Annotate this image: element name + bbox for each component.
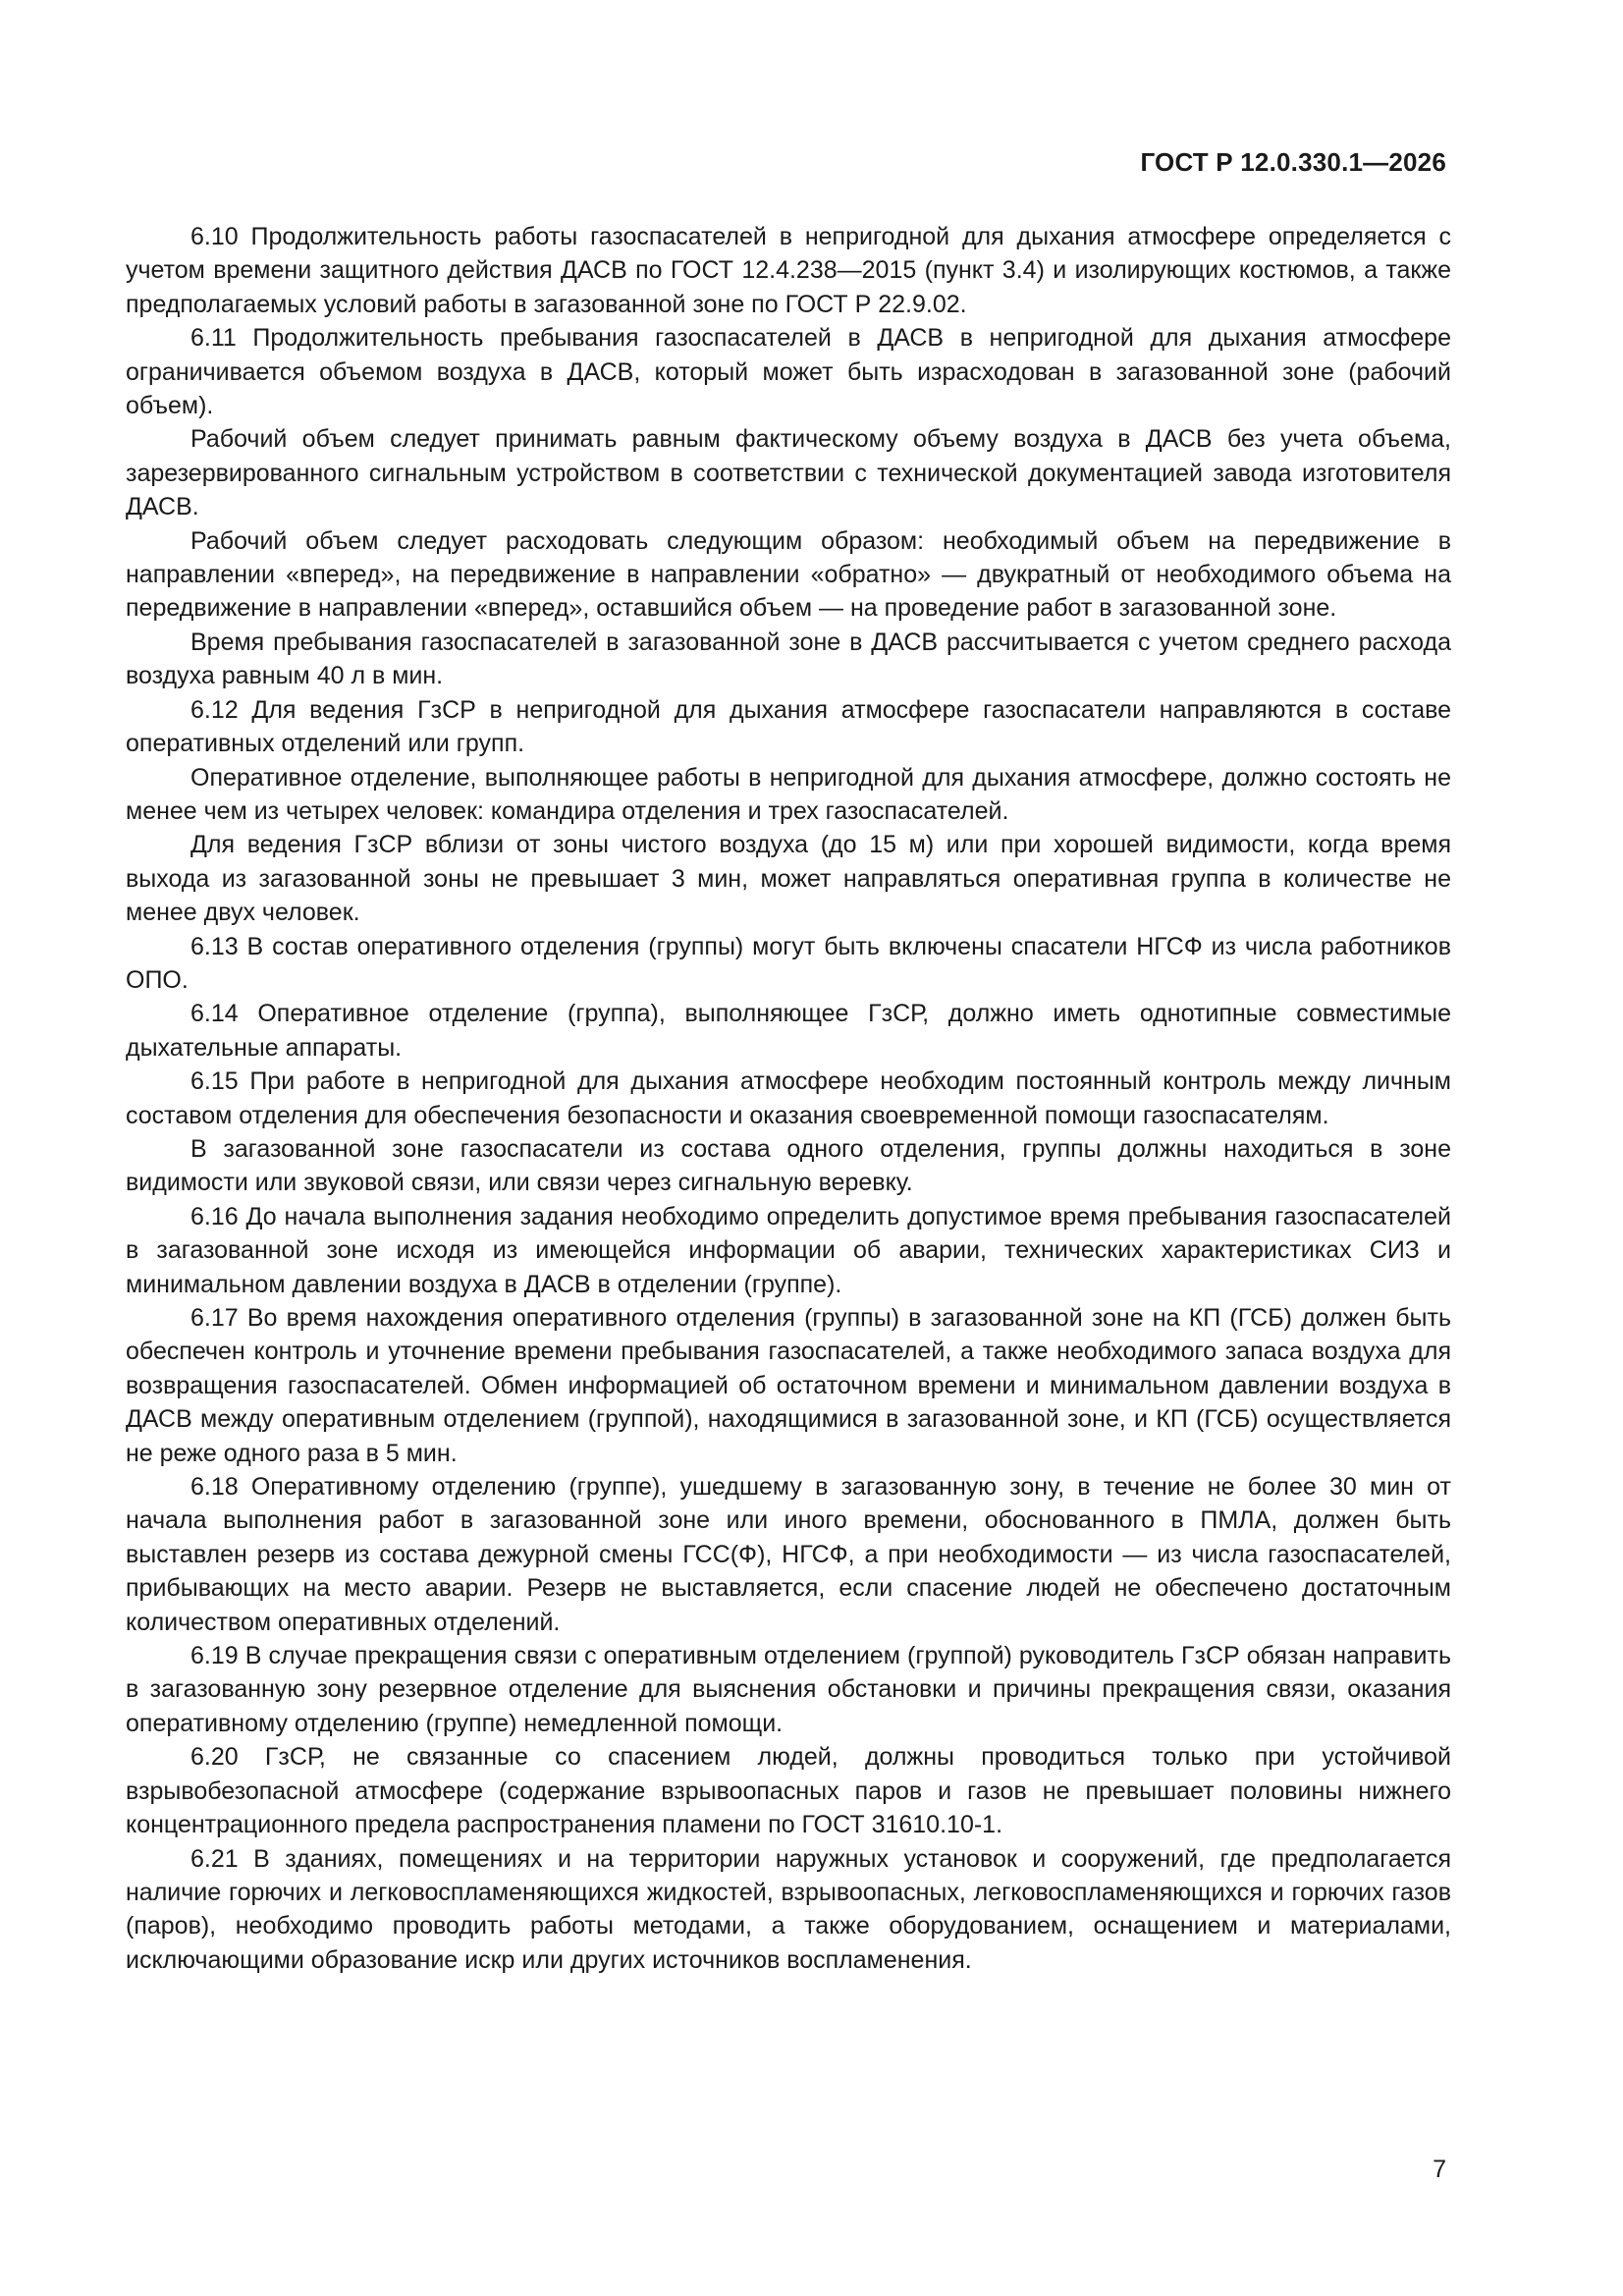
- paragraph-6-11: 6.11 Продолжительность пребывания газоспасателей в ДАСВ в непригодной для дыхания атмосфере ограничивается объемом воздуха в ДАСВ, который может быть израсходован в загазованной зоне (рабочий объем).: [126, 324, 1451, 420]
- paragraph-6-16: 6.16 До начала выполнения задания необходимо определить допустимое время пребывания газоспасателей в загазованной зоне исходя из имеющейся информации об аварии, технических характеристиках СИЗ и минимальном давлении воздуха в ДАСВ в отделении (группе).: [126, 1202, 1451, 1298]
- paragraph: В загазованной зоне газоспасатели из состава одного отделения, группы должны находиться в зоне видимости или звуковой связи, или связи через сигнальную веревку.: [126, 1134, 1451, 1197]
- paragraph: Оперативное отделение, выполняющее работы в непригодной для дыхания атмосфере, должно состоять не менее чем из четырех человек: командира отделения и трех газоспасателей.: [126, 763, 1451, 825]
- paragraph: Для ведения ГзСР вблизи от зоны чистого воздуха (до 15 м) или при хорошей видимости, когда время выхода из загазованной зоны не превышает 3 мин, может направляться оперативная группа в количестве не менее двух человек.: [126, 831, 1451, 927]
- document-body: [126, 220, 1451, 1977]
- paragraph: Время пребывания газоспасателей в загазованной зоне в ДАСВ рассчитывается с учетом среднего расхода воздуха равным 40 л в мин.: [126, 628, 1451, 690]
- paragraph-6-19: 6.19 В случае прекращения связи с оперативным отделением (группой) руководитель ГзСР обязан направить в загазованную зону резервное отделение для выяснения обстановки и причины прекращения связи, оказания оперативному отделению (группе) немедленной помощи.: [126, 1642, 1451, 1737]
- paragraph-6-15: 6.15 При работе в непригодной для дыхания атмосфере необходим постоянный контроль между личным составом отделения для обеспечения безопасности и оказания своевременной помощи газоспасателям.: [126, 1067, 1451, 1129]
- page-number: 7: [1433, 2156, 1446, 2183]
- paragraph-6-13: 6.13 В состав оперативного отделения (группы) могут быть включены спасатели НГСФ из числа работников ОПО.: [126, 932, 1451, 994]
- paragraph: Рабочий объем следует принимать равным фактическому объему воздуха в ДАСВ без учета объема, зарезервированного сигнальным устройством в соответствии с технической документацией завода изготовителя ДАСВ.: [126, 425, 1451, 521]
- paragraph-6-18: 6.18 Оперативному отделению (группе), ушедшему в загазованную зону, в течение не более 30 мин от начала выполнения работ в загазованной зоне или иного времени, обоснованного в ПМЛА, должен быть выставлен резерв из состава дежурной смены ГСС(Ф), НГСФ, а при необходимости — из числа газоспасателей, прибывающих на место аварии. Резерв не выставляется, если спасение людей не обеспечено достаточным количеством оперативных отделений.: [126, 1473, 1451, 1636]
- paragraph-6-12: 6.12 Для ведения ГзСР в непригодной для дыхания атмосфере газоспасатели направляются в составе оперативных отделений или групп.: [126, 695, 1451, 758]
- paragraph-6-20: 6.20 ГзСР, не связанные со спасением людей, должны проводиться только при устойчивой взрывобезопасной атмосфере (содержание взрывоопасных паров и газов не превышает половины нижнего концентрационного предела распространения пламени по ГОСТ 31610.10-1.: [126, 1743, 1451, 1839]
- paragraph-6-14: 6.14 Оперативное отделение (группа), выполняющее ГзСР, должно иметь однотипные совместимые дыхательные аппараты.: [126, 1000, 1451, 1062]
- paragraph-6-10: 6.10 Продолжительность работы газоспасателей в непригодной для дыхания атмосфере определяется с учетом времени защитного действия ДАСВ по ГОСТ 12.4.238—2015 (пункт 3.4) и изолирующих костюмов, а также предполагаемых условий работы в загазованной зоне по ГОСТ Р 22.9.02.: [126, 223, 1451, 318]
- paragraph: Рабочий объем следует расходовать следующим образом: необходимый объем на передвижение в направлении «вперед», на передвижение в направлении «обратно» — двукратный от необходимого объема на передвижение в направлении «вперед», оставшийся объем — на проведение работ в загазованной зоне.: [126, 526, 1451, 623]
- document-code: ГОСТ Р 12.0.330.1—2026: [1140, 147, 1446, 177]
- paragraph-6-21: 6.21 В зданиях, помещениях и на территории наружных установок и сооружений, где предполагается наличие горючих и легковоспламеняющихся жидкостей, взрывоопасных, легковоспламеняющихся и горючих газов (паров), необходимо проводить работы методами, а также оборудованием, оснащением и материалами, исключающими образование искр или других источников воспламенения.: [126, 1844, 1451, 1974]
- paragraph-6-17: 6.17 Во время нахождения оперативного отделения (группы) в загазованной зоне на КП (ГСБ) должен быть обеспечен контроль и уточнение времени пребывания газоспасателей, а также необходимого запаса воздуха для возвращения газоспасателей. Обмен информацией об остаточном времени и минимальном давлении воздуха в ДАСВ между оперативным отделением (группой), находящимися в загазованной зоне, и КП (ГСБ) осуществляется не реже одного раза в 5 мин.: [126, 1304, 1451, 1467]
